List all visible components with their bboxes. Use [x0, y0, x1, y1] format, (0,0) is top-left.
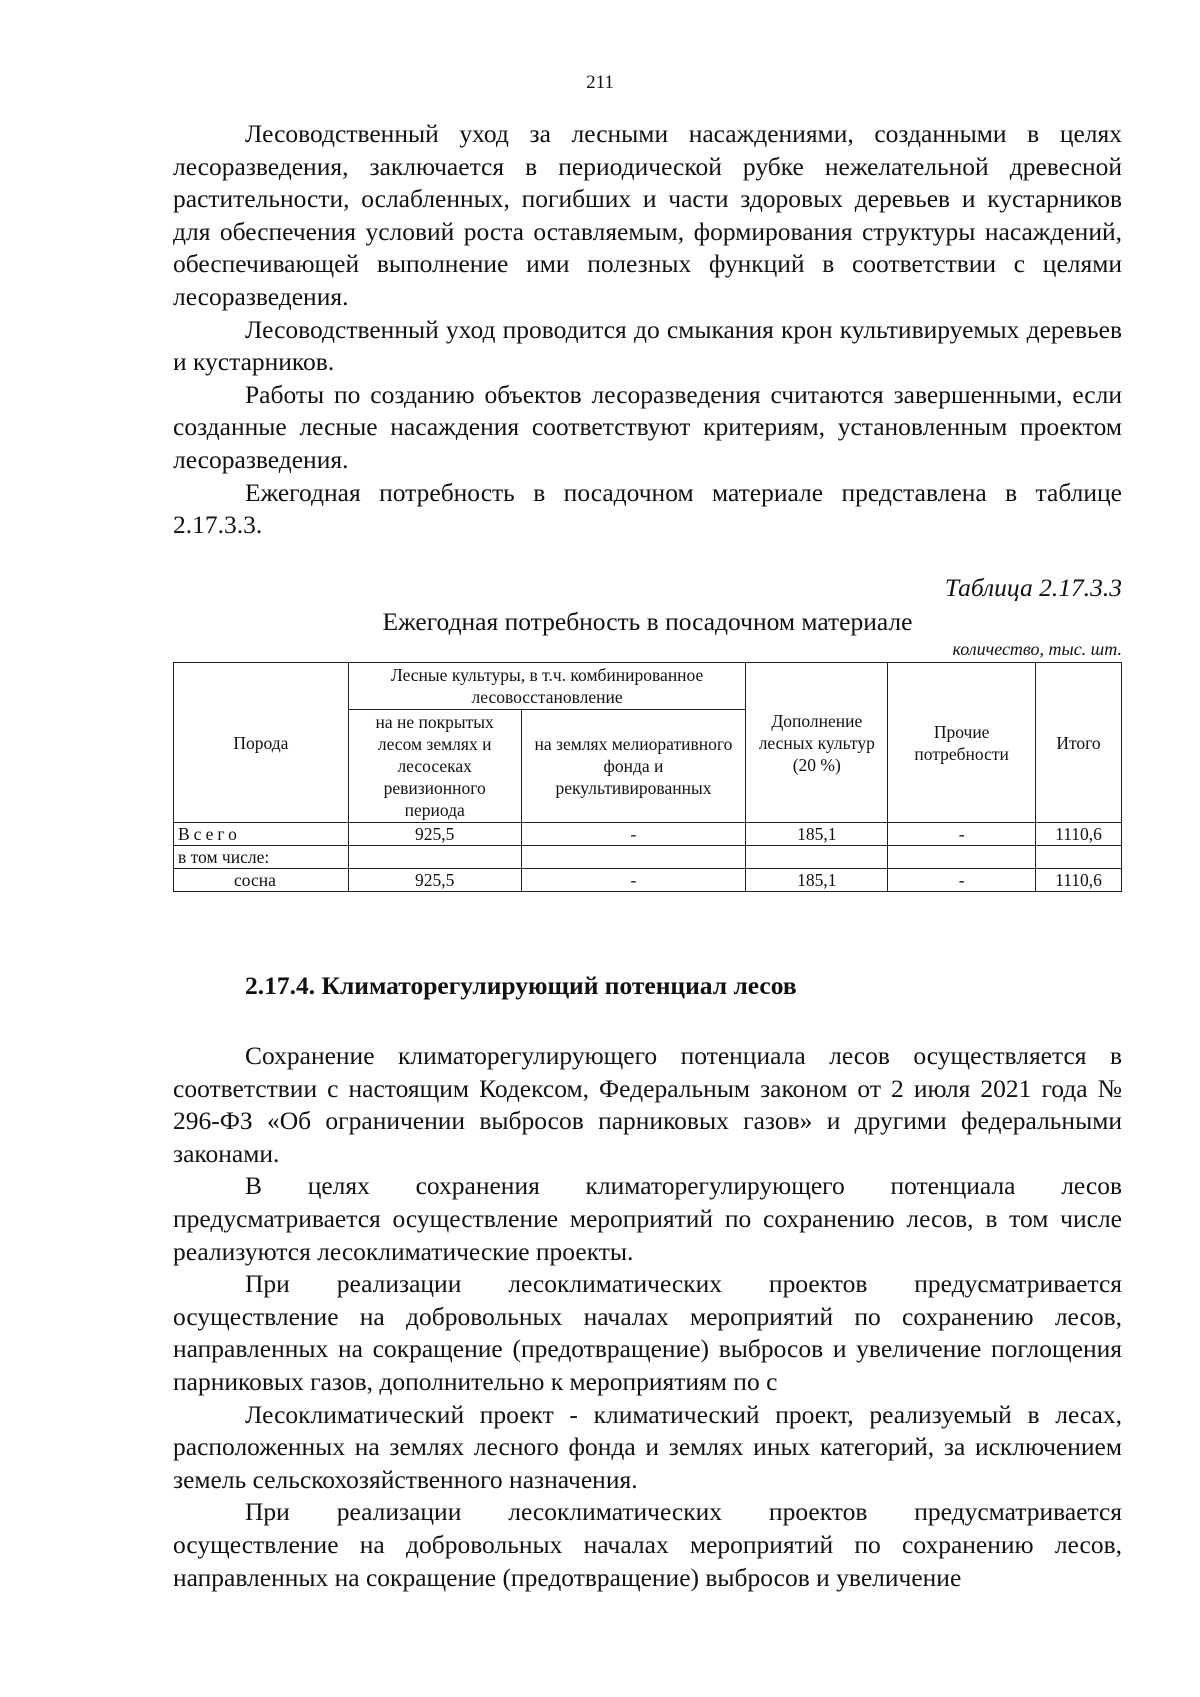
- header-forest-cultures: Лесные культуры, в т.ч. комбинированное лесовосстановление: [348, 663, 746, 710]
- header-uncovered-lands: на не покрытых лесом землях и лесосеках ревизионного периода: [348, 710, 521, 823]
- cell-total: 1110,6: [1036, 823, 1122, 846]
- table-row: [174, 823, 1122, 846]
- header-other: Прочие потребности: [888, 663, 1036, 823]
- table-row: [174, 869, 1122, 892]
- planting-material-table: [173, 662, 1122, 892]
- cell-supplement: 185,1: [746, 869, 888, 892]
- paragraph: При реализации лесоклиматических проектов предусматривается осуществление на добровольных началах мероприятий по сохранению лесов, направленных на сокращение (предотвращение) выбросов и увеличение поглощения парниковых газов, дополнительно к мероприятиям по с: [173, 1269, 1122, 1396]
- paragraph: Ежегодная потребность в посадочном материале представлена в таблице 2.17.3.3.: [173, 477, 1122, 540]
- paragraph: При реализации лесоклиматических проектов предусматривается осуществление на добровольных началах мероприятий по сохранению лесов, направленных на сокращение (предотвращение) выбросов и увеличение: [173, 1497, 1122, 1592]
- table-title: Ежегодная потребность в посадочном материале: [382, 607, 913, 636]
- paragraph: В целях сохранения климаторегулирующего потенциала лесов предусматривается осуществление мероприятий по сохранению лесов, в том числе реализуются лесоклиматические проекты.: [173, 1171, 1122, 1266]
- paragraph: Лесоклиматический проект - климатический проект, реализуемый в лесах, расположенных на землях лесного фонда и землях иных категорий, за исключением земель сельскохозяйственного назначения.: [173, 1399, 1122, 1494]
- cell-total: [1036, 846, 1122, 869]
- cell-breed: в том числе:: [174, 846, 349, 869]
- cell-uncovered: [348, 846, 521, 869]
- section-heading: 2.17.4. Климаторегулирующий потенциал лесов: [245, 971, 797, 1000]
- cell-reclamation: -: [521, 869, 746, 892]
- cell-uncovered: 925,5: [348, 823, 521, 846]
- cell-other: [888, 846, 1036, 869]
- header-reclamation-lands: на землях мелиоративного фонда и рекультивированных: [521, 710, 746, 823]
- table-caption: Таблица 2.17.3.3: [944, 573, 1122, 602]
- header-total: Итого: [1036, 663, 1122, 823]
- cell-total: 1110,6: [1036, 869, 1122, 892]
- cell-other: -: [888, 869, 1036, 892]
- paragraph: Сохранение климаторегулирующего потенциала лесов осуществляется в соответствии с настоящим Кодексом, Федеральным законом от 2 июля 2021 года № 296-ФЗ «Об ограничении выбросов парниковых газов» и другими федеральными законами.: [173, 1041, 1122, 1168]
- body-text-bottom: [173, 1040, 1122, 1594]
- table-units: количество, тыс. шт.: [952, 639, 1122, 659]
- cell-supplement: 185,1: [746, 823, 888, 846]
- cell-breed: Всего: [174, 823, 349, 846]
- paragraph: Работы по созданию объектов лесоразведения считаются завершенными, если созданные лесные насаждения соответствуют критериям, установленным проектом лесоразведения.: [173, 379, 1122, 474]
- cell-breed: сосна: [174, 869, 349, 892]
- table-row: [174, 846, 1122, 869]
- cell-other: -: [888, 823, 1036, 846]
- header-breed: Порода: [174, 663, 349, 823]
- cell-reclamation: -: [521, 823, 746, 846]
- cell-reclamation: [521, 846, 746, 869]
- paragraph: Лесоводственный уход за лесными насаждениями, созданными в целях лесоразведения, заключается в периодической рубке нежелательной древесной растительности, ослабленных, погибших и части здоровых деревьев и кустарников для обеспечения условий роста оставляемым, формирования структуры насаждений, обеспечивающей выполнение ими полезных функций в соответствии с целями лесоразведения.: [173, 119, 1122, 311]
- header-supplement: Дополнение лесных культур (20 %): [746, 663, 888, 823]
- cell-supplement: [746, 846, 888, 869]
- body-text-top: [173, 118, 1122, 542]
- table-header-row: [174, 663, 1122, 710]
- paragraph: Лесоводственный уход проводится до смыкания крон культивируемых деревьев и кустарников.: [173, 314, 1122, 377]
- page-number: 211: [586, 72, 614, 93]
- cell-uncovered: 925,5: [348, 869, 521, 892]
